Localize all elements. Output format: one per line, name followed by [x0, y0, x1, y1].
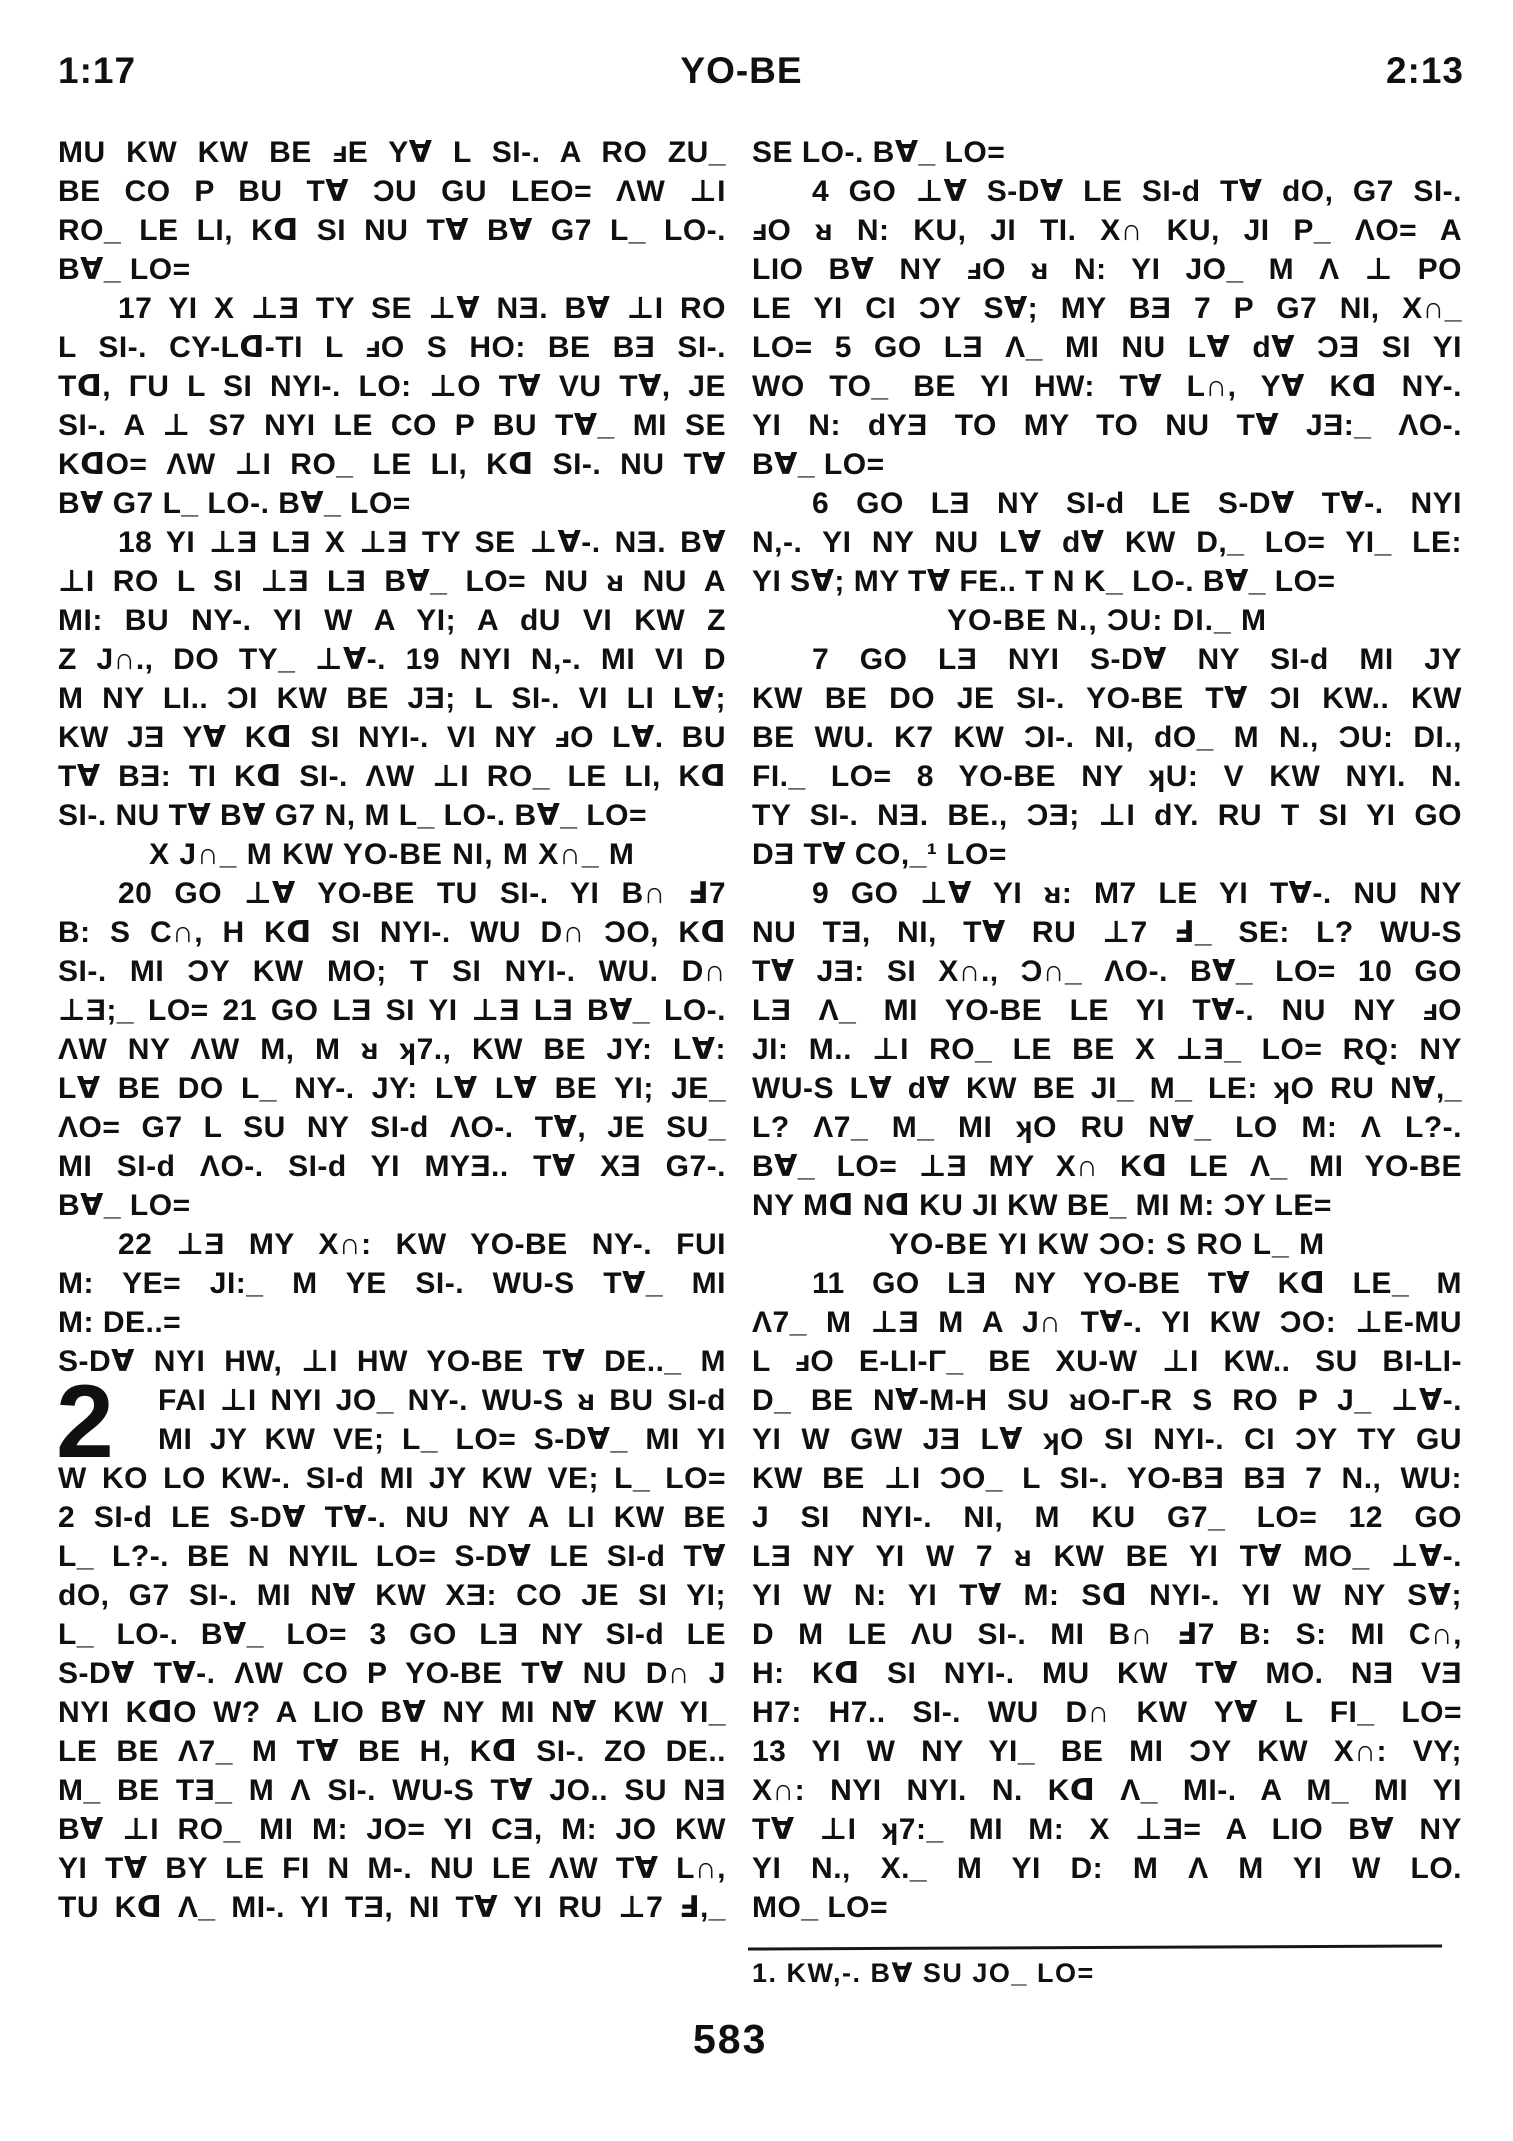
- text-line: 18 YI ⊥Ǝ LƎ X ⊥Ǝ TY SE ⊥∀-. NƎ. B∀: [118, 526, 726, 559]
- text-line: YI T∀ BY LE FI N M-. NU LE ΛW T∀ L∩,: [58, 1852, 726, 1885]
- text-line: M NY LI.. ƆI KW BE JƎ; L SI-. VI LI L∀;: [58, 682, 726, 715]
- text-line: D_ BE N∀-M-H SU ᴚO-Γ-R S RO P J_ ⊥∀-.: [752, 1384, 1462, 1417]
- text-line: FI._ LO= 8 YO-BE NY ʞU: V KW NYI. N.: [752, 760, 1462, 793]
- text-line: YI S∀; MY T∀ FE.. T N K_ LO-. B∀_ LO=: [752, 565, 1336, 598]
- text-line: YI W N: YI T∀ M: Sᗡ NYI-. YI W NY S∀;: [752, 1579, 1462, 1612]
- section-heading: YO-BE N., ƆU: DI._ M: [946, 604, 1267, 637]
- text-line: RO_ LE LI, Kᗡ SI NU T∀ B∀ G7 L_ LO-.: [58, 214, 726, 247]
- text-line: MI SI-d ΛO-. SI-d YI MYƎ.. T∀ XƎ G7-.: [58, 1150, 726, 1183]
- chapter-number-dropcap: 2: [56, 1364, 114, 1480]
- text-line: MO_ LO=: [752, 1891, 889, 1924]
- text-line: MU KW KW BE ⅎE Y∀ L SI-. A RO ZU_: [58, 136, 726, 169]
- text-line: B∀_ LO=: [58, 1189, 191, 1222]
- text-line: ΛO= G7 L SU NY SI-d ΛO-. T∀, JE SU_: [58, 1111, 726, 1144]
- text-line: KᗡO= ΛW ⊥I RO_ LE LI, Kᗡ SI-. NU T∀: [58, 448, 726, 481]
- text-line: SI-. A ⊥ S7 NYI LE CO P BU T∀_ MI SE: [58, 409, 726, 442]
- text-line: DƎ T∀ CO,_¹ LO=: [752, 838, 1007, 871]
- text-line: 22 ⊥Ǝ MY X∩: KW YO-BE NY-. FUI: [118, 1228, 726, 1261]
- text-line: MI JY KW VE; L_ LO= S-D∀_ MI YI: [158, 1423, 726, 1456]
- text-line: WU-S L∀ d∀ KW BE JI_ M_ LE: ʞO RU N∀,_: [752, 1072, 1462, 1105]
- text-line: SE LO-. B∀_ LO=: [752, 136, 1006, 169]
- text-line: dO, G7 SI-. MI N∀ KW XƎ: CO JE SI YI;: [58, 1579, 726, 1612]
- text-line: M_ BE TƎ_ M Λ SI-. WU-S T∀ JO.. SU NƎ: [58, 1774, 726, 1807]
- text-line: M: YE= JI:_ M YE SI-. WU-S T∀_ MI: [58, 1267, 726, 1300]
- text-line: FAI ⊥I NYI JO_ NY-. WU-S ᴚ BU SI-d: [158, 1384, 726, 1417]
- text-line: SI-. NU T∀ B∀ G7 N, M L_ LO-. B∀_ LO=: [58, 799, 648, 832]
- text-line: L? Λ7_ M_ MI ʞO RU N∀_ LO M: Λ L?-.: [752, 1111, 1462, 1144]
- text-line: S-D∀ T∀-. ΛW CO P YO-BE T∀ NU D∩ J: [58, 1657, 726, 1690]
- header-running-title: YO-BE: [680, 50, 803, 91]
- text-line: NYI KᗡO W? A LIO B∀ NY MI N∀ KW YI_: [58, 1696, 726, 1729]
- text-line: D M LE ΛU SI-. MI B∩ Ⅎ7 B: S: MI C∩,: [752, 1618, 1462, 1651]
- text-line: X∩: NYI NYI. N. Kᗡ Λ_ MI-. A M_ MI YI: [752, 1774, 1462, 1807]
- text-line: B: S C∩, H Kᗡ SI NYI-. WU D∩ ƆO, Kᗡ: [58, 916, 726, 949]
- text-line: L SI-. CY-Lᗡ-TI L ⅎO S HO: BE BƎ SI-.: [58, 331, 726, 364]
- text-line: 11 GO LƎ NY YO-BE T∀ Kᗡ LE_ M: [812, 1267, 1462, 1300]
- text-line: NU TƎ, NI, T∀ RU ⊥7 Ⅎ_ SE: L? WU-S: [752, 916, 1462, 949]
- text-column-right: [752, 133, 1462, 1927]
- text-line: BE WU. K7 KW ƆI-. NI, dO_ M N., ƆU: DI.,: [752, 721, 1462, 754]
- text-line: ΛW NY ΛW M, M ᴚ ʞ7., KW BE JY: L∀:: [58, 1033, 726, 1066]
- text-line: Tᗡ, ΓU L SI NYI-. LO: ⊥O T∀ VU T∀, JE: [58, 370, 726, 403]
- text-line: YI N: dYƎ TO MY TO NU T∀ JƎ:_ ΛO-.: [752, 409, 1462, 442]
- text-line: 20 GO ⊥∀ YO-BE TU SI-. YI B∩ Ⅎ7: [118, 877, 726, 910]
- text-line: J SI NYI-. NI, M KU G7_ LO= 12 GO: [752, 1501, 1462, 1534]
- text-line: W KO LO KW-. SI-d MI JY KW VE; L_ LO=: [58, 1462, 726, 1495]
- text-line: LE BE Λ7_ M T∀ BE H, Kᗡ SI-. ZO DE..: [58, 1735, 726, 1768]
- text-line: 13 YI W NY YI_ BE MI ƆY KW X∩: VY;: [752, 1735, 1462, 1768]
- text-line: NY Mᗡ Nᗡ KU JI KW BE_ MI M: ƆY LE=: [752, 1189, 1332, 1222]
- text-line: ⊥Ǝ;_ LO= 21 GO LƎ SI YI ⊥Ǝ LƎ B∀_ LO-.: [58, 994, 726, 1027]
- text-line: YI N., X._ M YI D: M Λ M YI W LO.: [752, 1852, 1462, 1885]
- text-line: 9 GO ⊥∀ YI ᴚ: M7 LE YI T∀-. NU NY: [812, 877, 1462, 910]
- text-line: LE YI CI ƆY S∀; MY BƎ 7 P G7 NI, X∩_: [752, 292, 1462, 325]
- text-line: JI: M.. ⊥I RO_ LE BE X ⊥Ǝ_ LO= RQ: NY: [752, 1033, 1462, 1066]
- text-line: B∀_ LO=: [752, 448, 885, 481]
- text-line: 4 GO ⊥∀ S-D∀ LE SI-d T∀ dO, G7 SI-.: [812, 175, 1462, 208]
- text-line: ⊥I RO L SI ⊥Ǝ LƎ B∀_ LO= NU ᴚ NU A: [58, 565, 726, 598]
- footnote-rule: [748, 1944, 1442, 1950]
- text-line: 17 YI X ⊥Ǝ TY SE ⊥∀ NƎ. B∀ ⊥I RO: [118, 292, 726, 325]
- text-line: B∀ ⊥I RO_ MI M: JO= YI CƎ, M: JO KW: [58, 1813, 726, 1846]
- text-line: T∀ BƎ: TI Kᗡ SI-. ΛW ⊥I RO_ LE LI, Kᗡ: [58, 760, 726, 793]
- text-line: LIO B∀ NY ⅎO ᴚ N: YI JO_ M Λ ⊥ PO: [752, 253, 1462, 286]
- text-line: L ⅎO E-LI-Γ_ BE XU-W ⊥I KW.. SU BI-LI-: [752, 1345, 1462, 1378]
- text-line: BE CO P BU T∀ ƆU GU LEO= ΛW ⊥I: [58, 175, 726, 208]
- text-column-left: [58, 133, 726, 1927]
- text-line: ⅎO ᴚ N: KU, JI TI. X∩ KU, JI P_ ΛO= A: [752, 214, 1462, 247]
- text-line: S-D∀ NYI HW, ⊥I HW YO-BE T∀ DE.._ M: [58, 1345, 726, 1378]
- text-line: TU Kᗡ Λ_ MI-. YI TƎ, NI T∀ YI RU ⊥7 Ⅎ,_: [58, 1891, 726, 1924]
- text-line: L_ L?-. BE N NYIL LO= S-D∀ LE SI-d T∀: [58, 1540, 726, 1573]
- text-line: H: Kᗡ SI NYI-. MU KW T∀ MO. NƎ VƎ: [752, 1657, 1462, 1690]
- text-line: L∀ BE DO L_ NY-. JY: L∀ L∀ BE YI; JE_: [58, 1072, 726, 1105]
- text-line: B∀ G7 L_ LO-. B∀_ LO=: [58, 487, 411, 520]
- text-line: 7 GO LƎ NYI S-D∀ NY SI-d MI JY: [812, 643, 1462, 676]
- text-line: T∀ JƎ: SI X∩., Ɔ∩_ ΛO-. B∀_ LO= 10 GO: [752, 955, 1462, 988]
- text-line: 2 SI-d LE S-D∀ T∀-. NU NY A LI KW BE: [58, 1501, 726, 1534]
- text-line: B∀_ LO=: [58, 253, 191, 286]
- footnote-text: 1. KW,-. B∀ SU JO_ LO=: [752, 1958, 1095, 1988]
- text-line: Λ7_ M ⊥Ǝ M A J∩ T∀-. YI KW ƆO: ⊥E-MU: [752, 1306, 1462, 1339]
- text-line: MI: BU NY-. YI W A YI; A dU VI KW Z: [58, 604, 726, 637]
- text-line: Z J∩., DO TY_ ⊥∀-. 19 NYI N,-. MI VI D: [58, 643, 726, 676]
- text-line: B∀_ LO= ⊥Ǝ MY X∩ Kᗡ LE Λ_ MI YO-BE: [752, 1150, 1462, 1183]
- page-number: 583: [693, 2016, 768, 2062]
- text-line: T∀ ⊥I ʞ7:_ MI M: X ⊥Ǝ= A LIO B∀ NY: [752, 1813, 1462, 1846]
- text-line: KW BE DO JE SI-. YO-BE T∀ ƆI KW.. KW: [752, 682, 1462, 715]
- header-verse-ref-right: 2:13: [1385, 50, 1464, 91]
- text-line: KW BE ⊥I ƆO_ L SI-. YO-BƎ BƎ 7 N., WU:: [752, 1462, 1462, 1495]
- text-line: L_ LO-. B∀_ LO= 3 GO LƎ NY SI-d LE: [58, 1618, 726, 1651]
- text-line: LƎ Λ_ MI YO-BE LE YI T∀-. NU NY ⅎO: [752, 994, 1462, 1027]
- text-line: M: DE..=: [58, 1306, 182, 1339]
- section-heading: YO-BE YI KW ƆO: S RO L_ M: [888, 1228, 1326, 1261]
- text-line: H7: H7.. SI-. WU D∩ KW Y∀ L FI_ LO=: [752, 1696, 1462, 1729]
- section-heading: X J∩_ M KW YO-BE NI, M X∩_ M: [149, 838, 635, 871]
- text-line: N,-. YI NY NU L∀ d∀ KW D,_ LO= YI_ LE:: [752, 526, 1462, 559]
- text-line: 6 GO LƎ NY SI-d LE S-D∀ T∀-. NYI: [812, 487, 1462, 520]
- text-line: TY SI-. NƎ. BE., ƆƎ; ⊥I dY. RU T SI YI GO: [752, 799, 1462, 832]
- text-line: LƎ NY YI W 7 ᴚ KW BE YI T∀ MO_ ⊥∀-.: [752, 1540, 1462, 1573]
- text-line: LO= 5 GO LƎ Λ_ MI NU L∀ d∀ ƆƎ SI YI: [752, 331, 1462, 364]
- text-line: SI-. MI ƆY KW MO; T SI NYI-. WU. D∩: [58, 955, 726, 988]
- text-line: KW JƎ Y∀ Kᗡ SI NYI-. VI NY ⅎO L∀. BU: [58, 721, 726, 754]
- text-line: YI W GW JƎ L∀ ʞO SI NYI-. CI ƆY TY GU: [752, 1423, 1462, 1456]
- header-verse-ref-left: 1:17: [58, 50, 137, 91]
- text-line: WO TO_ BE YI HW: T∀ L∩, Y∀ Kᗡ NY-.: [752, 370, 1462, 403]
